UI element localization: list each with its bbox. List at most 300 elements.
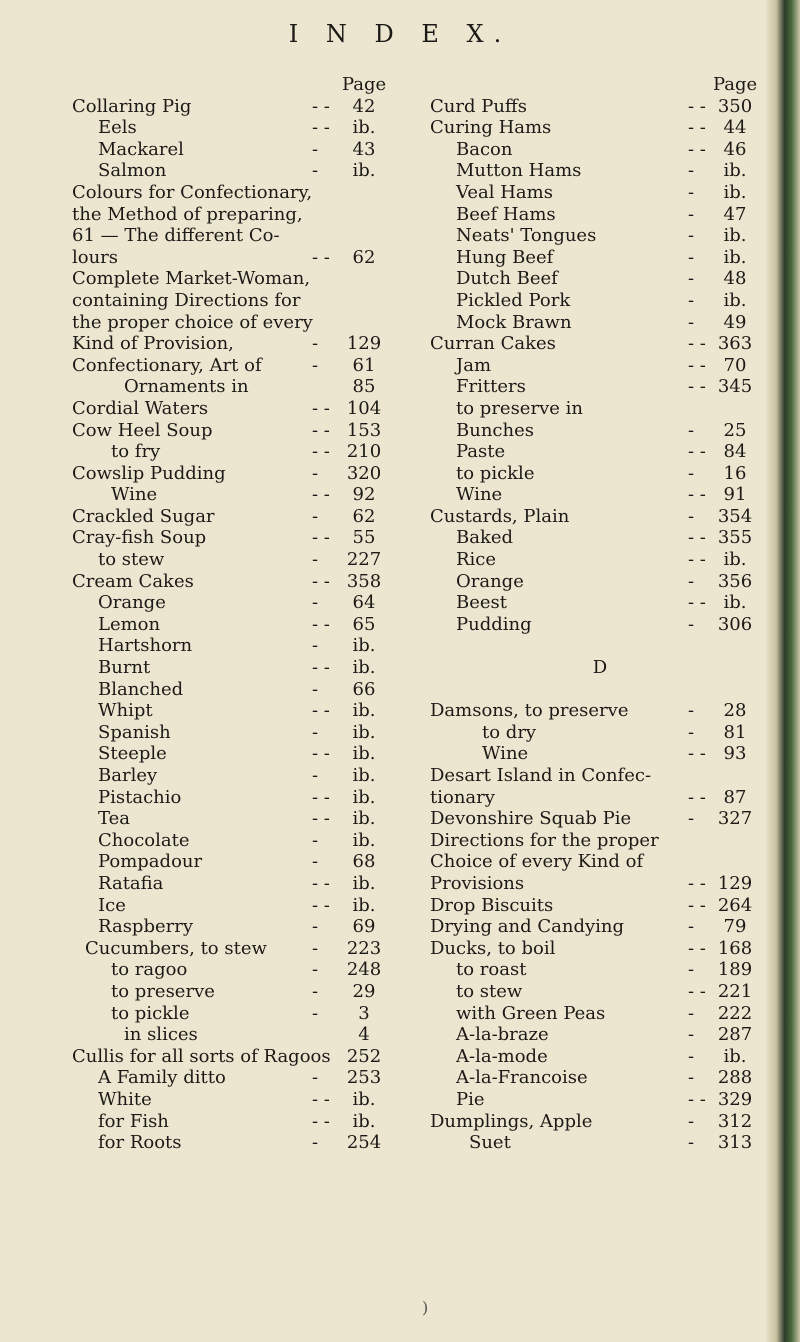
index-entry bbox=[430, 895, 770, 917]
index-entry bbox=[72, 247, 390, 269]
entry-text: Dutch Beef bbox=[456, 268, 558, 290]
entry-leader: - - bbox=[688, 743, 706, 765]
entry-leader: - bbox=[312, 678, 319, 700]
entry-text: to fry bbox=[111, 441, 161, 463]
entry-text: Spanish bbox=[98, 721, 171, 743]
page-number: ib. bbox=[723, 160, 747, 182]
entry-text: Bacon bbox=[456, 138, 513, 160]
entry-leader: - bbox=[688, 419, 695, 441]
page-number: 287 bbox=[717, 1024, 753, 1046]
entry-leader: - bbox=[688, 1067, 695, 1089]
entry-leader: - - bbox=[688, 354, 706, 376]
page-number: ib. bbox=[723, 225, 747, 247]
page-number: ib. bbox=[352, 700, 376, 722]
entry-leader: - - bbox=[312, 419, 330, 441]
index-entry bbox=[430, 549, 770, 571]
entry-leader: - - bbox=[312, 484, 330, 506]
entry-text: Mutton Hams bbox=[456, 160, 582, 182]
entry-leader: - - bbox=[688, 138, 706, 160]
page-number: ib. bbox=[723, 181, 747, 203]
entry-leader: - - bbox=[312, 700, 330, 722]
index-entry bbox=[72, 117, 390, 139]
entry-leader: - - bbox=[312, 1110, 330, 1132]
entry-leader: - - bbox=[688, 1088, 706, 1110]
page-number: 49 bbox=[723, 311, 747, 333]
index-entry bbox=[430, 247, 770, 269]
entry-text: Whipt bbox=[98, 700, 153, 722]
index-entry bbox=[430, 160, 770, 182]
index-entry bbox=[72, 830, 390, 852]
page-number: 248 bbox=[346, 959, 382, 981]
page-number: 221 bbox=[717, 980, 753, 1002]
index-entry bbox=[72, 463, 390, 485]
entry-text: Veal Hams bbox=[456, 181, 553, 203]
entry-leader: - - bbox=[688, 937, 706, 959]
entry-leader: - - bbox=[312, 527, 330, 549]
entry-text: Burnt bbox=[98, 657, 151, 679]
entry-leader: - - bbox=[688, 441, 706, 463]
page-number: 363 bbox=[717, 333, 753, 355]
page-number: 44 bbox=[723, 117, 747, 139]
index-entry bbox=[72, 182, 390, 204]
index-entry bbox=[430, 441, 770, 463]
entry-text: to dry bbox=[482, 721, 537, 743]
entry-leader: - - bbox=[312, 894, 330, 916]
index-entry bbox=[430, 1024, 770, 1046]
entry-text: Crackled Sugar bbox=[72, 505, 215, 527]
entry-text: to stew bbox=[98, 549, 165, 571]
index-entry bbox=[72, 355, 390, 377]
page-number: 62 bbox=[352, 246, 376, 268]
entry-text: for Fish bbox=[98, 1110, 169, 1132]
entry-text: Curd Puffs bbox=[430, 95, 527, 117]
index-entry bbox=[72, 1003, 390, 1025]
index-entry bbox=[72, 268, 390, 290]
entry-leader: - bbox=[312, 592, 319, 614]
entry-leader: - bbox=[312, 138, 319, 160]
entry-leader: - bbox=[312, 980, 319, 1002]
index-entry bbox=[430, 96, 770, 118]
page-number: ib. bbox=[352, 721, 376, 743]
entry-leader: - bbox=[312, 721, 319, 743]
page-number: 69 bbox=[352, 916, 376, 938]
page-number: 313 bbox=[717, 1132, 753, 1154]
index-entry bbox=[72, 420, 390, 442]
entry-leader: - - bbox=[312, 872, 330, 894]
entry-text: to stew bbox=[456, 980, 523, 1002]
page-number: ib. bbox=[352, 829, 376, 851]
page-number: 189 bbox=[717, 959, 753, 981]
entry-leader: - bbox=[312, 851, 319, 873]
index-entry bbox=[72, 441, 390, 463]
entry-text: Paste bbox=[456, 441, 506, 463]
index-entry bbox=[72, 895, 390, 917]
entry-text: Rice bbox=[456, 549, 497, 571]
index-entry bbox=[430, 959, 770, 981]
section-letter: D bbox=[592, 657, 608, 679]
entry-leader: - bbox=[688, 1002, 695, 1024]
entry-text: A-la-Francoise bbox=[456, 1067, 588, 1089]
entry-text: A-la-braze bbox=[456, 1024, 549, 1046]
entry-leader: - - bbox=[688, 980, 706, 1002]
entry-leader: - bbox=[688, 916, 695, 938]
index-entry bbox=[430, 420, 770, 442]
entry-leader: - bbox=[312, 959, 319, 981]
left-entries bbox=[72, 96, 390, 1154]
page-number: 129 bbox=[346, 333, 382, 355]
page-number: ib. bbox=[352, 160, 376, 182]
page-number: 48 bbox=[723, 268, 747, 290]
index-entry bbox=[72, 938, 390, 960]
index-entry bbox=[72, 506, 390, 528]
index-entry bbox=[430, 657, 770, 679]
entry-leader: - bbox=[688, 1132, 695, 1154]
index-entry bbox=[430, 506, 770, 528]
entry-leader: - bbox=[688, 225, 695, 247]
index-entry bbox=[430, 571, 770, 593]
right-entries bbox=[430, 96, 770, 1154]
entry-leader: - - bbox=[312, 397, 330, 419]
page-number: ib. bbox=[352, 786, 376, 808]
index-entry bbox=[430, 182, 770, 204]
entry-leader: - - bbox=[312, 1088, 330, 1110]
index-entry bbox=[430, 614, 770, 636]
index-column-right bbox=[430, 74, 770, 1154]
index-entry bbox=[430, 1089, 770, 1111]
entry-leader: - bbox=[688, 700, 695, 722]
index-entry bbox=[430, 463, 770, 485]
entry-text: Baked bbox=[456, 527, 514, 549]
entry-text: containing Directions for bbox=[72, 289, 301, 311]
entry-text: for Roots bbox=[98, 1132, 182, 1154]
entry-leader: - bbox=[312, 160, 319, 182]
index-entry bbox=[72, 1089, 390, 1111]
index-entry bbox=[430, 484, 770, 506]
index-entry bbox=[430, 851, 770, 873]
index-entry bbox=[430, 1003, 770, 1025]
entry-text: Blanched bbox=[98, 678, 184, 700]
index-entry bbox=[72, 657, 390, 679]
entry-leader: - - bbox=[312, 441, 330, 463]
entry-leader: - bbox=[312, 549, 319, 571]
page-number: 66 bbox=[352, 678, 376, 700]
index-entry bbox=[430, 204, 770, 226]
index-entry bbox=[72, 571, 390, 593]
index-entry bbox=[430, 355, 770, 377]
entry-leader: - - bbox=[312, 743, 330, 765]
page-number: 91 bbox=[723, 484, 747, 506]
entry-text: Raspberry bbox=[98, 916, 194, 938]
page-number: 355 bbox=[717, 527, 753, 549]
entry-leader: - bbox=[688, 246, 695, 268]
page-number: 358 bbox=[346, 570, 382, 592]
index-entry bbox=[430, 268, 770, 290]
entry-text: Salmon bbox=[98, 160, 167, 182]
entry-leader: - - bbox=[688, 872, 706, 894]
page-number: 252 bbox=[346, 1045, 382, 1067]
index-entry bbox=[430, 139, 770, 161]
entry-leader: - bbox=[688, 203, 695, 225]
entry-text: Directions for the proper bbox=[430, 829, 659, 851]
entry-leader: - - bbox=[312, 808, 330, 830]
entry-text: Cow Heel Soup bbox=[72, 419, 213, 441]
page-column-header bbox=[72, 74, 390, 96]
page-number: ib. bbox=[352, 1088, 376, 1110]
entry-leader: - bbox=[688, 311, 695, 333]
entry-text: Pie bbox=[456, 1088, 485, 1110]
entry-text: White bbox=[98, 1088, 152, 1110]
page-number: 253 bbox=[346, 1067, 382, 1089]
entry-text: Devonshire Squab Pie bbox=[430, 808, 632, 830]
entry-text: to pickle bbox=[456, 462, 535, 484]
entry-text: Cream Cakes bbox=[72, 570, 194, 592]
index-entry bbox=[430, 225, 770, 247]
entry-text: Ornaments in bbox=[124, 376, 249, 398]
entry-text: the Method of preparing, bbox=[72, 203, 303, 225]
entry-leader: - - bbox=[312, 95, 330, 117]
entry-leader: - bbox=[688, 160, 695, 182]
entry-text: the proper choice of every bbox=[72, 311, 313, 333]
entry-leader: - bbox=[312, 765, 319, 786]
entry-text: Barley bbox=[98, 765, 158, 786]
index-entry bbox=[72, 679, 390, 701]
page-number: 61 bbox=[352, 354, 376, 376]
entry-leader: - - bbox=[688, 376, 706, 398]
entry-text: Neats' Tongues bbox=[456, 225, 597, 247]
index-entry bbox=[72, 614, 390, 636]
entry-text: Dumplings, Apple bbox=[430, 1110, 593, 1132]
entry-text: Curing Hams bbox=[430, 117, 552, 139]
entry-text: Pickled Pork bbox=[456, 289, 571, 311]
page-number: 47 bbox=[723, 203, 747, 225]
page-number: ib. bbox=[723, 549, 747, 571]
entry-text: Desart Island in Confec- bbox=[430, 765, 652, 786]
page-number: ib. bbox=[352, 635, 376, 657]
index-entry bbox=[430, 938, 770, 960]
entry-text: Pistachio bbox=[98, 786, 182, 808]
page-number: 306 bbox=[717, 613, 753, 635]
index-entry bbox=[430, 117, 770, 139]
index-entry bbox=[430, 743, 770, 765]
entry-leader: - bbox=[688, 721, 695, 743]
index-entry bbox=[72, 398, 390, 420]
index-entry bbox=[72, 1024, 390, 1046]
entry-leader: - bbox=[688, 462, 695, 484]
entry-text: Cordial Waters bbox=[72, 397, 209, 419]
page-label: Page bbox=[342, 74, 387, 95]
entry-text: Steeple bbox=[98, 743, 167, 765]
entry-text: Eels bbox=[98, 117, 137, 139]
entry-text: Orange bbox=[456, 570, 524, 592]
index-entry bbox=[72, 312, 390, 334]
entry-text: A Family ditto bbox=[98, 1067, 226, 1089]
entry-leader: - - bbox=[688, 484, 706, 506]
entry-text: Curran Cakes bbox=[430, 333, 556, 355]
entry-text: to pickle bbox=[111, 1002, 190, 1024]
entry-leader: - - bbox=[312, 786, 330, 808]
entry-text: Ice bbox=[98, 894, 126, 916]
page-number: ib. bbox=[352, 872, 376, 894]
page-number: 70 bbox=[723, 354, 747, 376]
index-column-left bbox=[72, 74, 390, 1154]
entry-text: Jam bbox=[456, 354, 492, 376]
entry-text: to preserve bbox=[111, 980, 215, 1002]
index-entry bbox=[430, 981, 770, 1003]
page-number: 227 bbox=[346, 549, 382, 571]
page-number: 320 bbox=[346, 462, 382, 484]
page-number: 25 bbox=[723, 419, 747, 441]
entry-text: Complete Market-Woman, bbox=[72, 268, 311, 290]
page-number: 354 bbox=[717, 505, 753, 527]
entry-leader: - bbox=[312, 1002, 319, 1024]
page-number: 223 bbox=[346, 937, 382, 959]
index-entry bbox=[72, 959, 390, 981]
index-entry bbox=[72, 1046, 390, 1068]
index-entry bbox=[72, 1111, 390, 1133]
page-number: ib. bbox=[723, 1045, 747, 1067]
index-entry bbox=[430, 830, 770, 852]
entry-leader: - - bbox=[312, 570, 330, 592]
index-entry bbox=[72, 1132, 390, 1154]
entry-text: Mock Brawn bbox=[456, 311, 572, 333]
entry-text: Hartshorn bbox=[98, 635, 193, 657]
entry-leader: - bbox=[688, 289, 695, 311]
page-number: 43 bbox=[352, 138, 376, 160]
page-number: 46 bbox=[723, 138, 747, 160]
page-number: 350 bbox=[717, 95, 753, 117]
page-number: 222 bbox=[717, 1002, 753, 1024]
index-entry bbox=[72, 225, 390, 247]
entry-text: Colours for Confectionary, bbox=[72, 181, 313, 203]
entry-text: Orange bbox=[98, 592, 166, 614]
page-number: ib. bbox=[352, 765, 376, 786]
entry-leader: - bbox=[312, 354, 319, 376]
page-number: 79 bbox=[723, 916, 747, 938]
index-entry bbox=[430, 398, 770, 420]
page-number: ib. bbox=[352, 657, 376, 679]
entry-text: Pudding bbox=[456, 613, 532, 635]
entry-leader: - - bbox=[312, 613, 330, 635]
entry-text: Cowslip Pudding bbox=[72, 462, 226, 484]
page-number: 356 bbox=[717, 570, 753, 592]
index-entry bbox=[72, 981, 390, 1003]
entry-leader: - bbox=[688, 268, 695, 290]
entry-text: Tea bbox=[98, 808, 130, 830]
index-entry bbox=[72, 722, 390, 744]
entry-leader: - bbox=[688, 505, 695, 527]
index-entry bbox=[430, 765, 770, 787]
index-entry bbox=[430, 916, 770, 938]
entry-leader: - - bbox=[688, 527, 706, 549]
entry-leader: - bbox=[312, 937, 319, 959]
index-entry bbox=[72, 635, 390, 657]
entry-text: Cucumbers, to stew bbox=[85, 937, 267, 959]
entry-text: Fritters bbox=[456, 376, 526, 398]
index-entry bbox=[430, 1046, 770, 1068]
entry-text: Drying and Candying bbox=[430, 916, 625, 938]
page-title: I N D E X. bbox=[288, 20, 512, 48]
index-entry bbox=[430, 722, 770, 744]
index-entry bbox=[430, 700, 770, 722]
entry-leader: - - bbox=[312, 657, 330, 679]
index-entry bbox=[72, 96, 390, 118]
page-number: 65 bbox=[352, 613, 376, 635]
entry-leader: - - bbox=[688, 549, 706, 571]
page-number: 62 bbox=[352, 505, 376, 527]
entry-leader: - bbox=[312, 505, 319, 527]
index-entry bbox=[72, 700, 390, 722]
index-entry bbox=[72, 527, 390, 549]
index-entry bbox=[72, 1067, 390, 1089]
entry-leader: - bbox=[312, 1067, 319, 1089]
entry-leader: - - bbox=[688, 333, 706, 355]
entry-leader: - bbox=[688, 808, 695, 830]
margin-mark: ) bbox=[422, 1298, 429, 1317]
entry-text: 61 — The different Co- bbox=[72, 225, 280, 247]
entry-leader: - bbox=[312, 635, 319, 657]
entry-leader: - - bbox=[688, 786, 706, 808]
entry-text: Choice of every Kind of bbox=[430, 851, 644, 873]
entry-text: Ratafia bbox=[98, 872, 164, 894]
page-number: ib. bbox=[723, 289, 747, 311]
index-entry bbox=[72, 873, 390, 895]
entry-text: A-la-mode bbox=[456, 1045, 548, 1067]
entry-text: Damsons, to preserve bbox=[430, 700, 629, 722]
page-number: 93 bbox=[723, 743, 747, 765]
entry-text: Confectionary, Art of bbox=[72, 354, 262, 376]
page-column-header bbox=[430, 74, 770, 96]
index-entry bbox=[72, 916, 390, 938]
page-number: 264 bbox=[717, 894, 753, 916]
page-number: ib. bbox=[352, 808, 376, 830]
entry-text: Ducks, to boil bbox=[430, 937, 556, 959]
page-number: ib. bbox=[352, 743, 376, 765]
page-number: 3 bbox=[358, 1002, 370, 1024]
entry-leader: - - bbox=[688, 95, 706, 117]
entry-text: Beef Hams bbox=[456, 203, 556, 225]
page-number: 168 bbox=[717, 937, 753, 959]
index-entry bbox=[430, 808, 770, 830]
page-number: 68 bbox=[352, 851, 376, 873]
entry-text: Wine bbox=[482, 743, 529, 765]
entry-leader: - bbox=[688, 1024, 695, 1046]
page-number: 345 bbox=[717, 376, 753, 398]
page-number: 329 bbox=[717, 1088, 753, 1110]
entry-leader: - bbox=[312, 916, 319, 938]
entry-leader: - bbox=[312, 462, 319, 484]
index-entry bbox=[72, 808, 390, 830]
entry-text: Wine bbox=[456, 484, 503, 506]
index-entry bbox=[430, 1111, 770, 1133]
entry-text: Provisions bbox=[430, 872, 525, 894]
entry-leader: - bbox=[688, 181, 695, 203]
entry-text: Hung Beef bbox=[456, 246, 554, 268]
page-number: 64 bbox=[352, 592, 376, 614]
entry-text: Collaring Pig bbox=[72, 95, 192, 117]
entry-text: Chocolate bbox=[98, 829, 190, 851]
page-number: 29 bbox=[352, 980, 376, 1002]
index-entry bbox=[430, 787, 770, 809]
page-number: 288 bbox=[717, 1067, 753, 1089]
index-entry bbox=[72, 851, 390, 873]
index-entry bbox=[72, 592, 390, 614]
index-entry bbox=[72, 333, 390, 355]
index-entry bbox=[72, 139, 390, 161]
index-entry bbox=[72, 743, 390, 765]
entry-leader: - bbox=[688, 1045, 695, 1067]
page-number: 42 bbox=[352, 95, 376, 117]
index-entry bbox=[72, 765, 390, 787]
